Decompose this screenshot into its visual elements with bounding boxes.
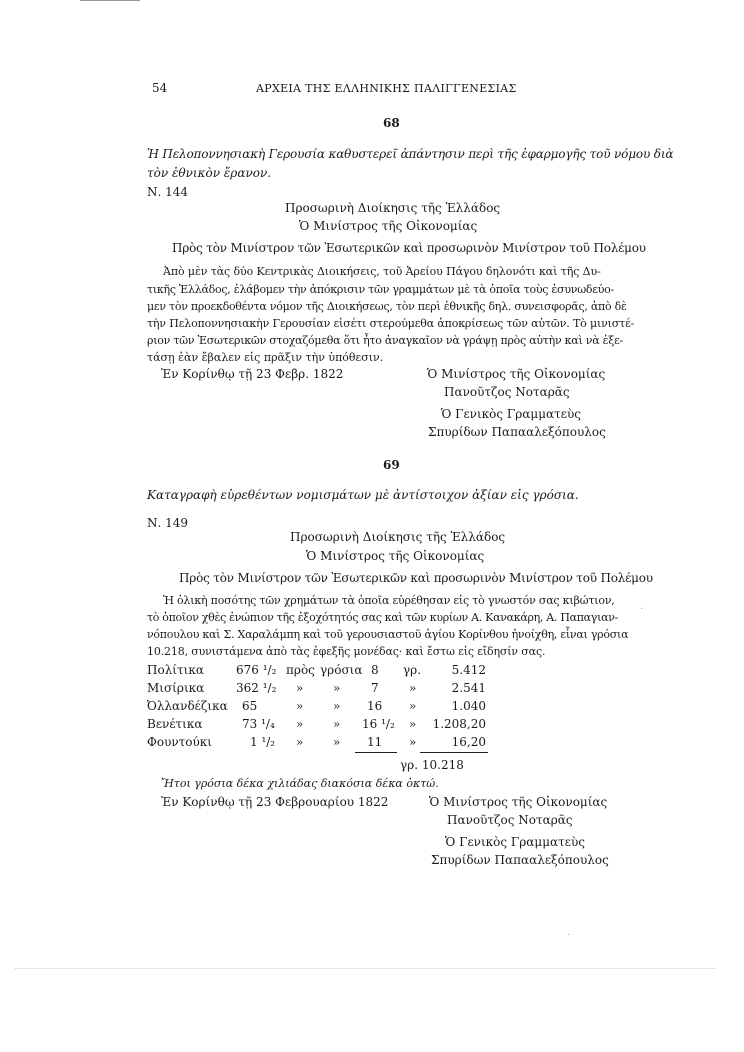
total-underline <box>420 752 488 753</box>
coin-name: Ὀλλανδέζικα <box>147 699 228 713</box>
doc68-reference: Ν. 144 <box>147 185 189 199</box>
doc68-signature-name-2: Σπυρίδων Παπααλεξόπουλος <box>428 425 606 439</box>
doc69-summary: Καταγραφὴ εὑρεθέντων νομισμάτων μὲ ἀντίστοιχον ἀξίαν εἰς γρόσια. <box>147 488 579 502</box>
coin-rate: 16 ¹/₂ <box>362 717 395 731</box>
coin-ditto-2: » <box>333 681 341 695</box>
doc68-number: 68 <box>383 116 400 130</box>
page-number: 54 <box>152 81 168 95</box>
coin-ditto-2: γρόσια <box>320 663 363 677</box>
doc68-signature-title-1: Ὁ Μινίστρος τῆς Οἰκονομίας <box>427 367 606 381</box>
coin-rate: 16 <box>367 699 383 713</box>
coin-rate: 8 <box>371 663 379 677</box>
doc68-body-line: Ἀπὸ μὲν τὰς δύο Κεντρικὰς Διοικήσεις, τοῦ Ἀρείου Πάγου δηλονότι καὶ τῆς Δυ- <box>163 265 601 278</box>
coin-quantity: 65 <box>242 699 258 713</box>
doc68-signature-title-2: Ὁ Γενικὸς Γραμματεὺς <box>441 407 581 421</box>
doc69-addressee: Πρὸς τὸν Μινίστρον τῶν Ἐσωτερικῶν καὶ προσωρινὸν Μινίστρον τοῦ Πολέμου <box>179 571 653 585</box>
coin-unit: » <box>409 735 417 749</box>
grand-total: γρ. 10.218 <box>400 758 464 772</box>
coin-ditto-1: » <box>296 717 304 731</box>
scan-dotted-artifact <box>15 968 715 969</box>
doc69-body-line: τὸ ὁποῖον χθὲς ἐνώπιον τῆς ἐξοχότητός σας καὶ τῶν κυρίων Α. Κανακάρη, Α. Παπαγιαν- <box>147 611 619 624</box>
doc69-reference: Ν. 149 <box>147 516 189 530</box>
doc69-signature-title-1: Ὁ Μινίστρος τῆς Οἰκονομίας <box>429 795 608 809</box>
doc69-signature-title-2: Ὁ Γενικὸς Γραμματεὺς <box>445 835 585 849</box>
coin-quantity: 676 ¹/₂ <box>236 663 277 677</box>
rate-underline <box>355 752 397 753</box>
doc69-authority-2: Ὁ Μινίστρος τῆς Οἰκονομίας <box>306 549 485 563</box>
doc69-body-line: νόπουλου καὶ Σ. Χαραλάμπη καὶ τοῦ γερουσιαστοῦ ἁγίου Κορίνθου ἠνοίχθη, εἶναι γρόσια <box>147 628 629 641</box>
doc69-signature-name-2: Σπυρίδων Παπααλεξόπουλος <box>431 853 609 867</box>
doc69-authority-1: Προσωρινὴ Διοίκησις τῆς Ἑλλάδος <box>290 530 506 544</box>
doc69-number: 69 <box>383 458 400 472</box>
coin-ditto-2: » <box>333 699 341 713</box>
doc68-body-line: ριον τῶν Ἐσωτερικῶν στοχαζόμεθα ὅτι ἦτο ἀναγκαῖον νὰ γράψῃ πρὸς αὐτὴν καὶ νὰ ἐξε- <box>147 334 624 347</box>
doc68-place-date: Ἐν Κορίνθῳ τῇ 23 Φεβρ. 1822 <box>161 367 344 381</box>
doc68-body-line: μεν τὸν προεκδοθέντα νόμον τῆς Διοικήσεως, τὸν περὶ ἐθνικῆς δηλ. συνεισφορᾶς, ἀπὸ δὲ <box>147 300 627 313</box>
running-title: ΑΡΧΕΙΑ ΤΗΣ ΕΛΛΗΝΙΚΗΣ ΠΑΛΙΓΓΕΝΕΣΙΑΣ <box>256 82 517 95</box>
coin-total: 1.040 <box>451 699 486 713</box>
coin-ditto-1: » <box>296 699 304 713</box>
doc68-summary-line-1: Ἡ Πελοποννησιακὴ Γερουσία καθυστερεῖ ἀπάντησιν περὶ τῆς ἐφαρμογῆς τοῦ νόμου διὰ <box>147 147 674 161</box>
doc68-authority-2: Ὁ Μινίστρος τῆς Οἰκονομίας <box>299 219 478 233</box>
doc68-signature-name-1: Πανοῦτζος Νοταρᾶς <box>444 385 570 399</box>
coin-unit: » <box>409 699 417 713</box>
doc69-body-line: 10.218, συνιστάμενα ἀπὸ τὰς ἐφεξῆς μονέδας· καὶ ἔστω εἰς εἴδησίν σας. <box>147 645 546 658</box>
doc68-body-line: τὴν Πελοποννησιακὴν Γερουσίαν εἰσέτι στερούμεθα ἀποκρίσεως τῶν αὐτῶν. Τὸ μινιστέ- <box>147 317 635 330</box>
coin-rate: 7 <box>371 681 379 695</box>
doc68-body-line: τικῆς Ἑλλάδος, ἐλάβομεν τὴν ἀπόκρισιν τῶν γραμμάτων μὲ τὰ ὁποῖα τοὺς ἐσυνωδεύο- <box>147 283 615 296</box>
coin-ditto-1: πρὸς <box>286 663 315 677</box>
coin-quantity: 73 ¹/₄ <box>242 717 275 731</box>
coin-total: 16,20 <box>451 735 486 749</box>
coin-name: Μισίρικα <box>147 681 205 695</box>
coin-name: Πολίτικα <box>147 663 204 677</box>
doc69-body-line: Ἡ ὁλικὴ ποσότης τῶν χρημάτων τὰ ὁποῖα εὑρέθησαν εἰς τὸ γνωστόν σας κιβώτιον, <box>163 594 615 607</box>
coin-ditto-1: » <box>296 681 304 695</box>
scan-artifact-line <box>80 0 140 1</box>
doc68-addressee: Πρὸς τὸν Μινίστρον τῶν Ἐσωτερικῶν καὶ προσωρινὸν Μινίστρον τοῦ Πολέμου <box>172 241 646 255</box>
scan-speck: · <box>567 930 571 941</box>
doc68-body-line: τάσῃ ἐὰν ἔβαλεν εἰς πρᾶξιν τὴν ὑπόθεσιν. <box>147 351 384 364</box>
coin-unit: γρ. <box>403 663 422 677</box>
coin-name: Βενέτικα <box>147 717 203 731</box>
coin-name: Φουντούκι <box>147 735 213 749</box>
doc69-total-in-words: Ἤτοι γρόσια δέκα χιλιάδας διακόσια δέκα ὀκτώ. <box>161 777 439 790</box>
coin-rate: 11 <box>367 735 383 749</box>
doc68-summary-line-2: τὸν ἐθνικὸν ἔρανον. <box>147 166 272 180</box>
doc69-place-date: Ἐν Κορίνθῳ τῇ 23 Φεβρουαρίου 1822 <box>161 795 389 809</box>
coin-total: 2.541 <box>451 681 486 695</box>
coin-ditto-2: » <box>333 717 341 731</box>
scan-speck: · <box>640 604 644 615</box>
coin-ditto-2: » <box>333 735 341 749</box>
coin-unit: » <box>409 681 417 695</box>
coin-quantity: 362 ¹/₂ <box>236 681 277 695</box>
doc69-signature-name-1: Πανοῦτζος Νοταρᾶς <box>447 813 573 827</box>
coin-ditto-1: » <box>296 735 304 749</box>
coin-unit: » <box>409 717 417 731</box>
coin-total: 1.208,20 <box>432 717 486 731</box>
doc68-authority-1: Προσωρινὴ Διοίκησις τῆς Ἑλλάδος <box>285 201 501 215</box>
coin-quantity: 1 ¹/₂ <box>250 735 276 749</box>
coin-total: 5.412 <box>451 663 486 677</box>
